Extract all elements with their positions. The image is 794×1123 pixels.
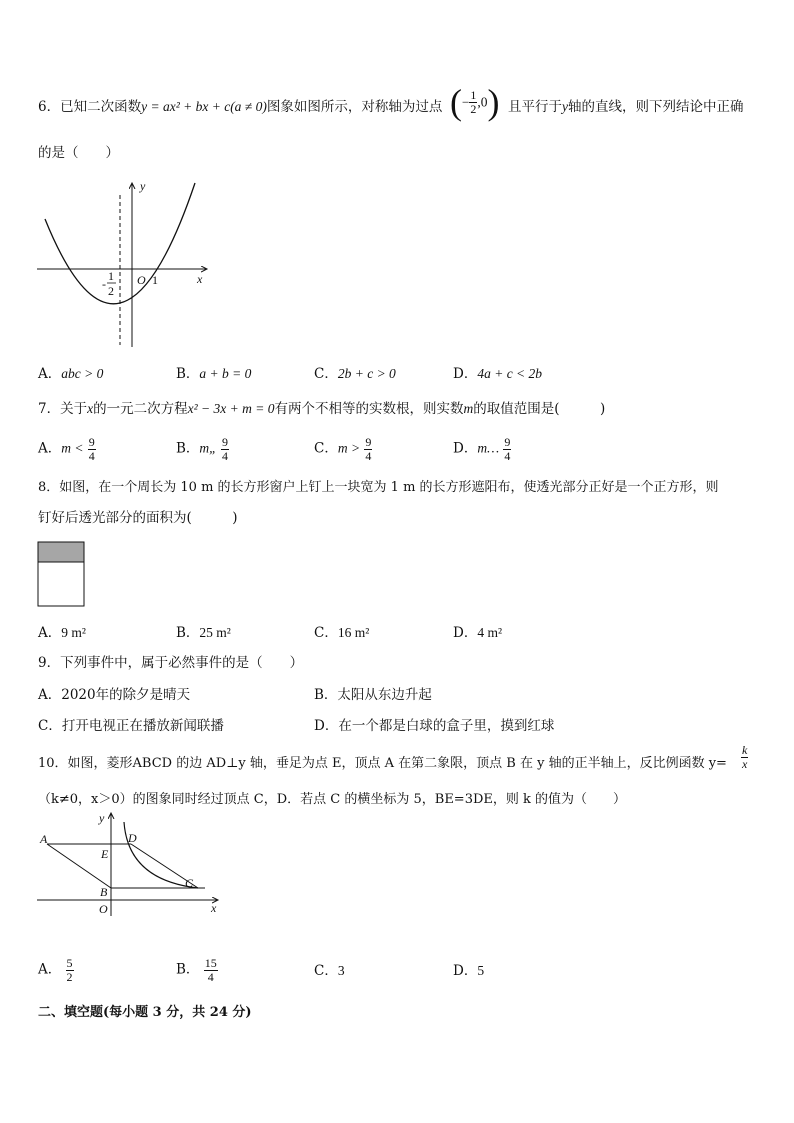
q8-option-a[interactable]: A．9 m² (38, 625, 86, 641)
parabola-curve (45, 183, 195, 304)
q6-text-a: 已知二次函数 (60, 99, 142, 115)
label-D: D (128, 831, 137, 845)
q6-stem-line2: 的是（ ） (38, 145, 119, 161)
q6-stem-line1 (38, 100, 442, 116)
q6-parabola-figure (35, 175, 215, 350)
q6-point-fraction: $\frac{1}{2}$ (470, 87, 477, 116)
sunshade-cloth (38, 542, 84, 562)
label-A: A (40, 832, 48, 846)
neg-sign-label: - (102, 277, 106, 291)
right-paren: ) (487, 82, 500, 122)
q9-option-d[interactable]: D．在一个都是白球的盒子里，摸到红球 (314, 718, 555, 734)
q10-stem-line2: （k≠0，x＞0）的图象同时经过顶点 C，D．若点 C 的横坐标为 5，BE=3DE，则 k 的值为（ ） (38, 792, 627, 807)
q10-option-d[interactable]: D．5 (453, 963, 485, 979)
q10-kx-fraction: $\frac{k}{x}$ (742, 743, 748, 771)
q8-window-figure (37, 541, 87, 609)
q6-stem-line1b (508, 100, 744, 115)
q8-stem-line1: 8．如图，在一个周长为 10 m 的长方形窗户上钉上一块宽为 1 m 的长方形遮阳布，使透光部分正好是一个正方形，则 (38, 480, 719, 495)
section-2-title: 二、填空题(每小题 3 分，共 24 分) (38, 1005, 252, 1020)
left-paren: ( (450, 82, 462, 122)
q7-option-b[interactable]: B．m„ $\frac{9}{4}$ (176, 435, 228, 463)
q10-option-b[interactable]: B． $\frac{15}{4}$ (176, 956, 217, 984)
neg-half-num: 1 (108, 269, 114, 283)
q6-text-c: 且平行于 (508, 99, 562, 115)
q8-option-c[interactable]: C．16 m² (314, 625, 370, 641)
q10-stem-line1: 10．如图，菱形ABCD 的边 AD⊥y 轴，垂足为点 E，顶点 A 在第二象限，顶点 B 在 y 轴的正半轴上，反比例函数 y= (38, 756, 727, 771)
q6-y-var: y (562, 99, 568, 114)
q8-option-d[interactable]: D．4 m² (453, 625, 503, 641)
q6-option-a[interactable]: A．abc > 0 (38, 366, 104, 382)
q7-stem: 7．关于x的一元二次方程x² − 3x + m = 0有两个不相等的实数根，则实数m的取值范围是( ) (38, 401, 606, 417)
q9-option-a[interactable]: A．2020年的除夕是晴天 (38, 687, 191, 703)
q6-text-b: 图象如图所示，对称轴为过点 (266, 99, 443, 115)
neg-half-den: 2 (108, 284, 114, 298)
q7-equation: x² − 3x + m = 0 (187, 401, 275, 416)
label-O: O (99, 902, 108, 916)
q7-option-d[interactable]: D．m… $\frac{9}{4}$ (453, 435, 511, 463)
q6-function: y = ax² + bx + c(a ≠ 0) (141, 99, 267, 114)
q10-rhombus-figure (35, 810, 225, 920)
x-axis-label: x (197, 272, 203, 286)
q10-option-a[interactable]: A． $\frac{5}{2}$ (38, 956, 73, 984)
origin-label: O (137, 273, 146, 287)
q10-option-c[interactable]: C．3 (314, 963, 345, 979)
y-axis-label: y (140, 179, 146, 193)
q9-option-b[interactable]: B．太阳从东边升起 (314, 687, 432, 703)
q6-point-tail: ,0 (477, 94, 488, 110)
one-label: 1 (152, 273, 158, 287)
label-B: B (100, 885, 108, 899)
q7-option-a[interactable]: A．m < $\frac{9}{4}$ (38, 435, 95, 463)
q9-option-c[interactable]: C．打开电视正在播放新闻联播 (38, 718, 224, 734)
label-x: x (211, 901, 217, 915)
label-y: y (99, 811, 105, 825)
q7-option-c[interactable]: C．m > $\frac{9}{4}$ (314, 435, 372, 463)
label-E: E (101, 847, 109, 861)
q8-stem-line2: 钉好后透光部分的面积为( ) (38, 510, 238, 526)
q9-stem: 9．下列事件中，属于必然事件的是（ ） (38, 655, 304, 671)
q6-point: (− $\frac{1}{2}$ ,0) (450, 82, 500, 122)
q6-number: 6． (38, 99, 61, 115)
q6-option-b[interactable]: B．a + b = 0 (176, 366, 252, 382)
label-C: C (185, 876, 194, 890)
q8-option-b[interactable]: B．25 m² (176, 625, 231, 641)
q6-text-d: 轴的直线，则下列结论中正确 (568, 99, 744, 115)
q6-option-c[interactable]: C．2b + c > 0 (314, 366, 396, 382)
q6-option-d[interactable]: D．4a + c < 2b (453, 366, 543, 382)
